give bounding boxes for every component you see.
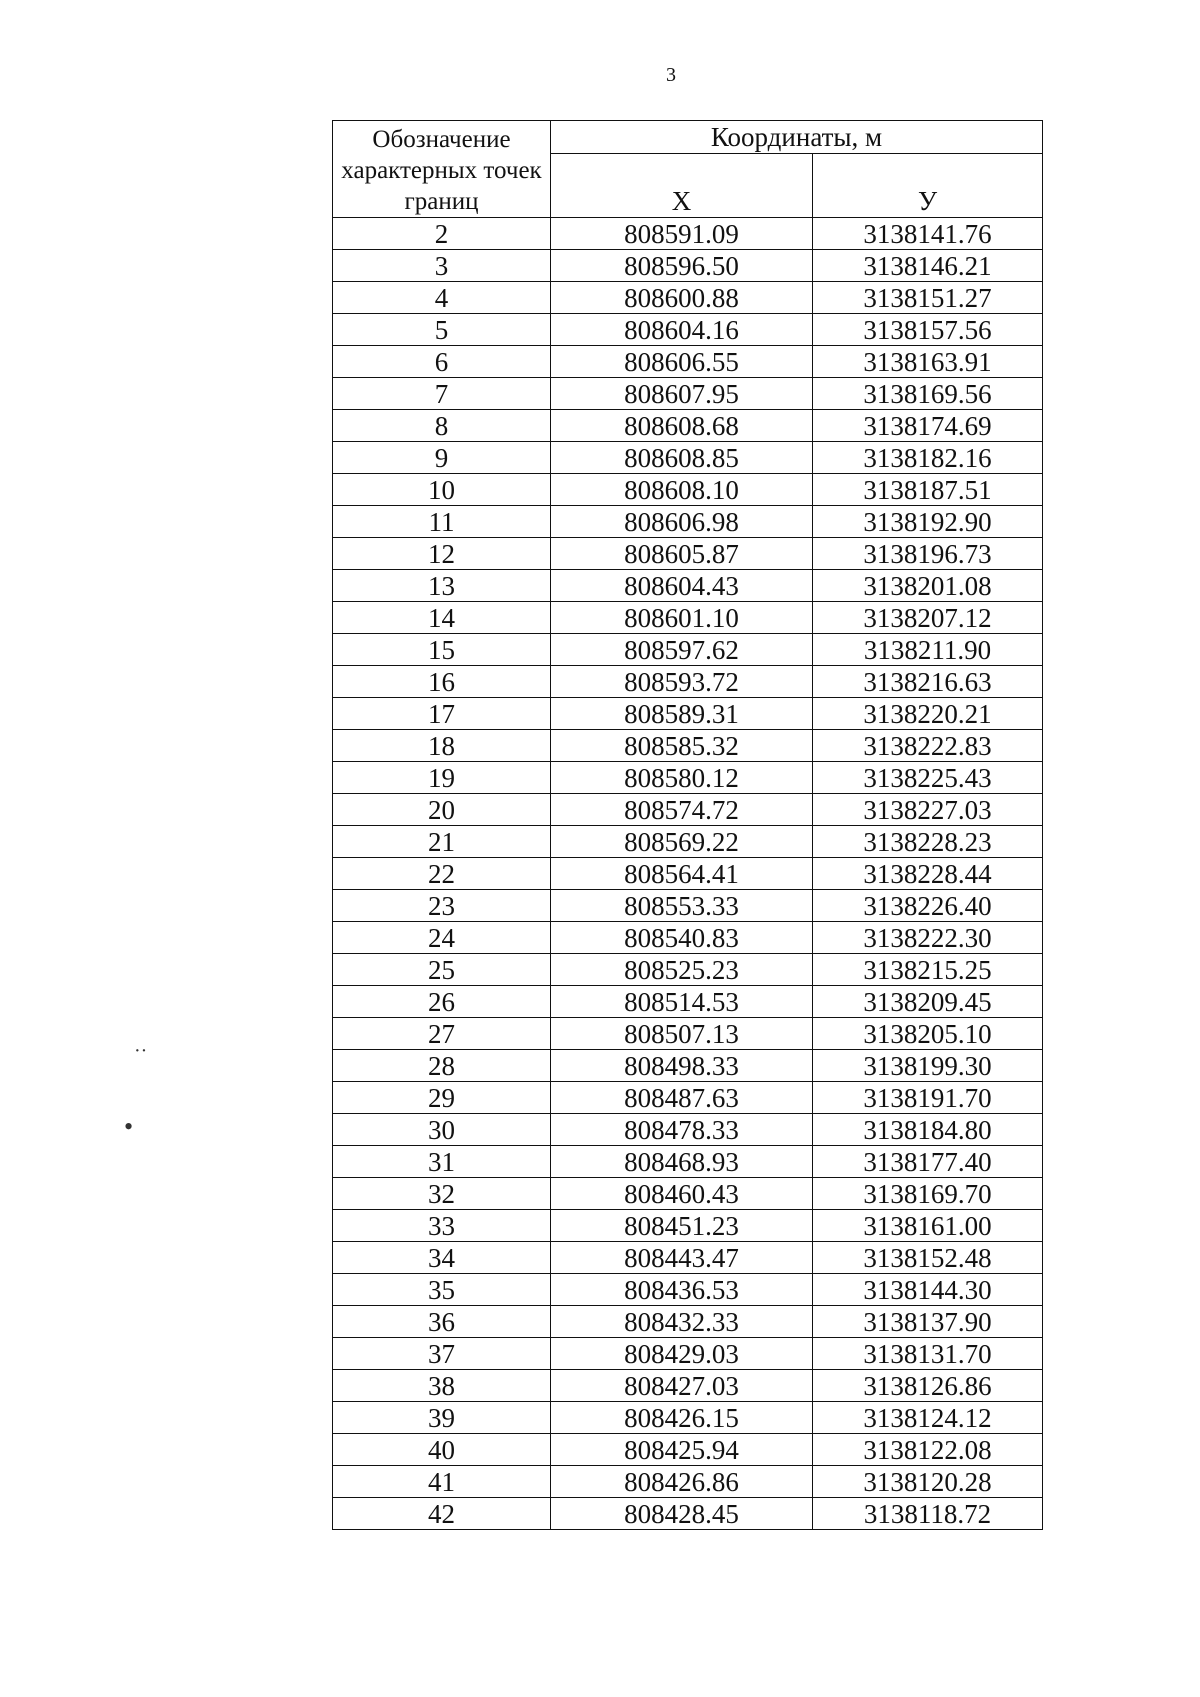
cell-point: 11	[333, 506, 551, 538]
cell-x: 808589.31	[551, 698, 813, 730]
cell-x: 808478.33	[551, 1114, 813, 1146]
cell-x: 808432.33	[551, 1306, 813, 1338]
cell-x: 808425.94	[551, 1434, 813, 1466]
table-row	[333, 1178, 1043, 1210]
cell-x: 808574.72	[551, 794, 813, 826]
cell-point: 3	[333, 250, 551, 282]
table-row	[333, 346, 1043, 378]
cell-point: 19	[333, 762, 551, 794]
cell-point: 4	[333, 282, 551, 314]
cell-point: 38	[333, 1370, 551, 1402]
cell-x: 808436.53	[551, 1274, 813, 1306]
cell-x: 808608.85	[551, 442, 813, 474]
coordinates-table	[332, 120, 1043, 1530]
table-row	[333, 986, 1043, 1018]
cell-x: 808604.43	[551, 570, 813, 602]
cell-point: 42	[333, 1498, 551, 1530]
table-row	[333, 506, 1043, 538]
cell-y: 3138118.72	[813, 1498, 1043, 1530]
cell-y: 3138124.12	[813, 1402, 1043, 1434]
cell-point: 7	[333, 378, 551, 410]
cell-point: 12	[333, 538, 551, 570]
cell-point: 9	[333, 442, 551, 474]
cell-point: 16	[333, 666, 551, 698]
header-point-designation: Обозначение характерных точек границ	[333, 121, 551, 218]
cell-y: 3138146.21	[813, 250, 1043, 282]
cell-y: 3138141.76	[813, 218, 1043, 250]
cell-y: 3138222.83	[813, 730, 1043, 762]
table-row	[333, 1370, 1043, 1402]
cell-x: 808605.87	[551, 538, 813, 570]
cell-point: 25	[333, 954, 551, 986]
cell-y: 3138227.03	[813, 794, 1043, 826]
cell-y: 3138225.43	[813, 762, 1043, 794]
cell-x: 808487.63	[551, 1082, 813, 1114]
cell-x: 808427.03	[551, 1370, 813, 1402]
cell-y: 3138220.21	[813, 698, 1043, 730]
cell-point: 6	[333, 346, 551, 378]
table-row	[333, 954, 1043, 986]
header-x: X	[551, 154, 813, 218]
cell-x: 808426.86	[551, 1466, 813, 1498]
cell-x: 808564.41	[551, 858, 813, 890]
table-row	[333, 922, 1043, 954]
table-row	[333, 442, 1043, 474]
cell-point: 22	[333, 858, 551, 890]
header-y: У	[813, 154, 1043, 218]
cell-y: 3138122.08	[813, 1434, 1043, 1466]
cell-y: 3138187.51	[813, 474, 1043, 506]
cell-point: 17	[333, 698, 551, 730]
table-row	[333, 698, 1043, 730]
table-row	[333, 1402, 1043, 1434]
cell-x: 808429.03	[551, 1338, 813, 1370]
cell-point: 20	[333, 794, 551, 826]
table-row	[333, 1146, 1043, 1178]
table-row	[333, 858, 1043, 890]
cell-y: 3138207.12	[813, 602, 1043, 634]
cell-point: 32	[333, 1178, 551, 1210]
table-row	[333, 1498, 1043, 1530]
cell-x: 808507.13	[551, 1018, 813, 1050]
cell-x: 808514.53	[551, 986, 813, 1018]
cell-y: 3138191.70	[813, 1082, 1043, 1114]
cell-y: 3138228.44	[813, 858, 1043, 890]
cell-x: 808585.32	[551, 730, 813, 762]
cell-y: 3138211.90	[813, 634, 1043, 666]
coordinates-table-body	[333, 218, 1043, 1530]
cell-point: 36	[333, 1306, 551, 1338]
cell-y: 3138177.40	[813, 1146, 1043, 1178]
cell-y: 3138169.70	[813, 1178, 1043, 1210]
cell-point: 13	[333, 570, 551, 602]
cell-x: 808608.68	[551, 410, 813, 442]
cell-x: 808608.10	[551, 474, 813, 506]
cell-x: 808498.33	[551, 1050, 813, 1082]
table-row	[333, 1338, 1043, 1370]
table-row	[333, 538, 1043, 570]
table-row	[333, 410, 1043, 442]
table-row	[333, 1018, 1043, 1050]
table-row	[333, 218, 1043, 250]
cell-point: 18	[333, 730, 551, 762]
table-row	[333, 890, 1043, 922]
scan-speck: ··	[134, 1040, 148, 1062]
cell-point: 30	[333, 1114, 551, 1146]
cell-point: 26	[333, 986, 551, 1018]
cell-point: 40	[333, 1434, 551, 1466]
table-row	[333, 1082, 1043, 1114]
cell-x: 808460.43	[551, 1178, 813, 1210]
table-row	[333, 730, 1043, 762]
cell-x: 808569.22	[551, 826, 813, 858]
cell-point: 29	[333, 1082, 551, 1114]
cell-x: 808428.45	[551, 1498, 813, 1530]
table-row	[333, 1434, 1043, 1466]
cell-x: 808593.72	[551, 666, 813, 698]
cell-y: 3138126.86	[813, 1370, 1043, 1402]
cell-x: 808580.12	[551, 762, 813, 794]
cell-y: 3138205.10	[813, 1018, 1043, 1050]
scan-dot: •	[124, 1112, 134, 1141]
cell-point: 5	[333, 314, 551, 346]
cell-x: 808597.62	[551, 634, 813, 666]
cell-x: 808601.10	[551, 602, 813, 634]
table-row	[333, 474, 1043, 506]
cell-y: 3138209.45	[813, 986, 1043, 1018]
cell-y: 3138215.25	[813, 954, 1043, 986]
table-row	[333, 634, 1043, 666]
cell-y: 3138222.30	[813, 922, 1043, 954]
cell-x: 808540.83	[551, 922, 813, 954]
table-row	[333, 1242, 1043, 1274]
cell-y: 3138196.73	[813, 538, 1043, 570]
cell-y: 3138144.30	[813, 1274, 1043, 1306]
cell-point: 31	[333, 1146, 551, 1178]
cell-y: 3138152.48	[813, 1242, 1043, 1274]
cell-x: 808443.47	[551, 1242, 813, 1274]
cell-y: 3138120.28	[813, 1466, 1043, 1498]
cell-x: 808426.15	[551, 1402, 813, 1434]
cell-y: 3138157.56	[813, 314, 1043, 346]
cell-y: 3138137.90	[813, 1306, 1043, 1338]
cell-x: 808606.55	[551, 346, 813, 378]
cell-x: 808606.98	[551, 506, 813, 538]
cell-y: 3138151.27	[813, 282, 1043, 314]
cell-y: 3138174.69	[813, 410, 1043, 442]
cell-point: 15	[333, 634, 551, 666]
cell-point: 8	[333, 410, 551, 442]
table-row	[333, 570, 1043, 602]
cell-x: 808591.09	[551, 218, 813, 250]
cell-y: 3138169.56	[813, 378, 1043, 410]
cell-x: 808451.23	[551, 1210, 813, 1242]
table-row	[333, 826, 1043, 858]
table-row	[333, 314, 1043, 346]
cell-x: 808525.23	[551, 954, 813, 986]
cell-point: 23	[333, 890, 551, 922]
table-row	[333, 1466, 1043, 1498]
table-row	[333, 282, 1043, 314]
cell-y: 3138199.30	[813, 1050, 1043, 1082]
cell-y: 3138131.70	[813, 1338, 1043, 1370]
cell-y: 3138216.63	[813, 666, 1043, 698]
table-row	[333, 250, 1043, 282]
cell-y: 3138163.91	[813, 346, 1043, 378]
cell-x: 808468.93	[551, 1146, 813, 1178]
cell-x: 808600.88	[551, 282, 813, 314]
cell-y: 3138226.40	[813, 890, 1043, 922]
cell-y: 3138161.00	[813, 1210, 1043, 1242]
cell-point: 39	[333, 1402, 551, 1434]
cell-y: 3138184.80	[813, 1114, 1043, 1146]
cell-point: 41	[333, 1466, 551, 1498]
page-number: 3	[666, 64, 676, 86]
cell-point: 2	[333, 218, 551, 250]
cell-x: 808596.50	[551, 250, 813, 282]
cell-y: 3138192.90	[813, 506, 1043, 538]
cell-x: 808553.33	[551, 890, 813, 922]
cell-y: 3138182.16	[813, 442, 1043, 474]
cell-x: 808607.95	[551, 378, 813, 410]
table-row	[333, 762, 1043, 794]
table-row	[333, 378, 1043, 410]
table-row	[333, 1050, 1043, 1082]
table-row	[333, 1210, 1043, 1242]
table-row	[333, 602, 1043, 634]
cell-point: 21	[333, 826, 551, 858]
header-coordinates: Координаты, м	[551, 121, 1043, 154]
cell-x: 808604.16	[551, 314, 813, 346]
cell-y: 3138228.23	[813, 826, 1043, 858]
cell-y: 3138201.08	[813, 570, 1043, 602]
cell-point: 35	[333, 1274, 551, 1306]
table-row	[333, 1114, 1043, 1146]
cell-point: 24	[333, 922, 551, 954]
cell-point: 28	[333, 1050, 551, 1082]
cell-point: 10	[333, 474, 551, 506]
cell-point: 14	[333, 602, 551, 634]
table-row	[333, 1306, 1043, 1338]
table-row	[333, 666, 1043, 698]
cell-point: 37	[333, 1338, 551, 1370]
table-row	[333, 794, 1043, 826]
cell-point: 27	[333, 1018, 551, 1050]
cell-point: 33	[333, 1210, 551, 1242]
table-row	[333, 1274, 1043, 1306]
cell-point: 34	[333, 1242, 551, 1274]
